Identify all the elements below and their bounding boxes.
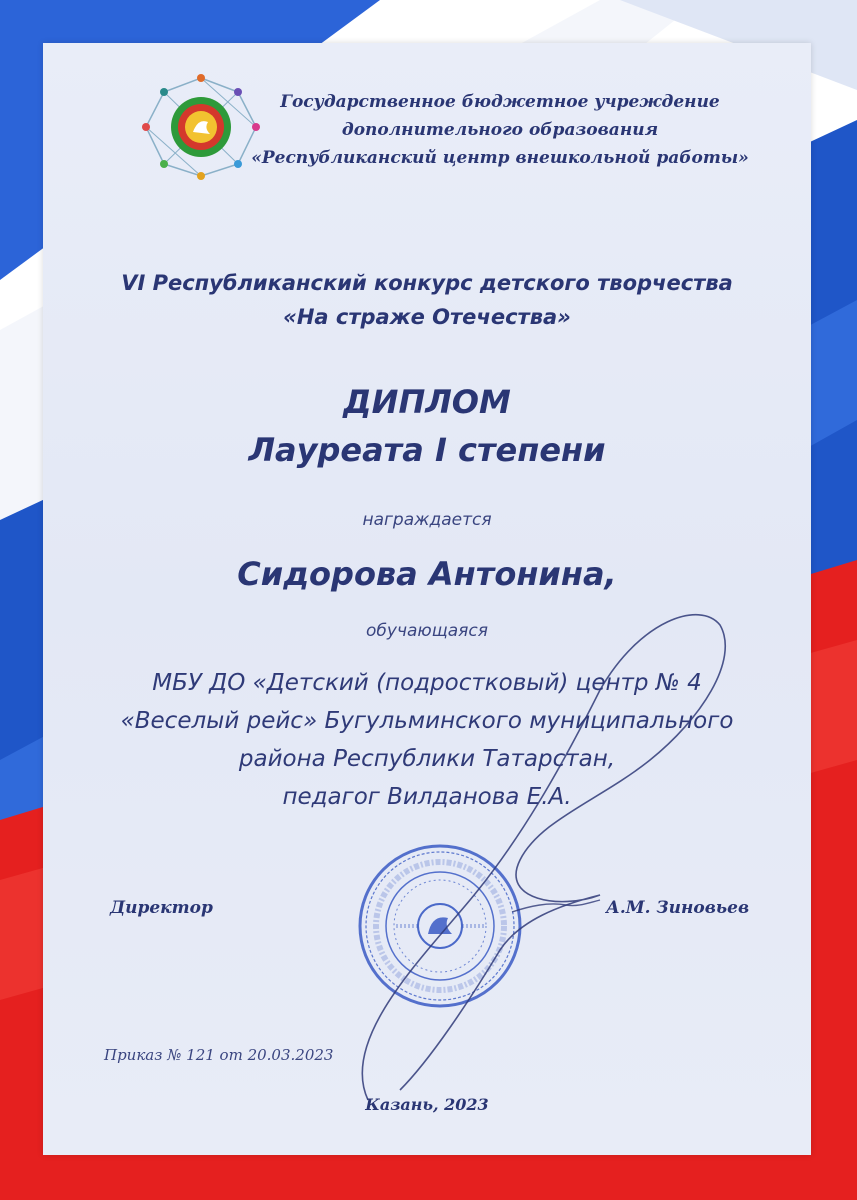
place-year: Казань, 2023 [365,1095,489,1114]
school-line-3: района Республики Татарстан, [238,746,616,772]
signatory-name: А.М. Зиновьев [606,898,750,918]
diploma-title: ДИПЛОМ [343,383,511,421]
order-reference: Приказ № 121 от 20.03.2023 [104,1046,334,1064]
contest-line-2: «На страже Отечества» [283,305,571,329]
school-line-4: педагог Вилданова Е.А. [282,784,572,810]
diploma-degree: Лауреата I степени [248,431,606,469]
organization-line-1: Государственное бюджетное учреждение [280,92,720,112]
organization-name [250,88,750,172]
organization-logo [138,72,264,182]
recipient-name: Сидорова Антонина, [237,555,617,593]
organization-line-2: дополнительного образования [341,120,659,140]
contest-line-1: VI Республиканский конкурс детского творчества [121,271,733,295]
awarded-label: награждается [362,510,492,530]
school-line-1: МБУ ДО «Детский (подростковый) центр № 4 [152,670,702,696]
school-info [43,664,811,816]
signatory-role: Директор [110,898,213,918]
organization-line-3: «Республиканский центр внешкольной работы» [251,148,749,168]
diploma-heading [43,378,811,474]
official-stamp [356,842,524,1010]
student-label: обучающаяся [366,621,488,641]
school-line-2: «Веселый рейс» Бугульминского муниципального [120,708,734,734]
contest-title [43,266,811,334]
